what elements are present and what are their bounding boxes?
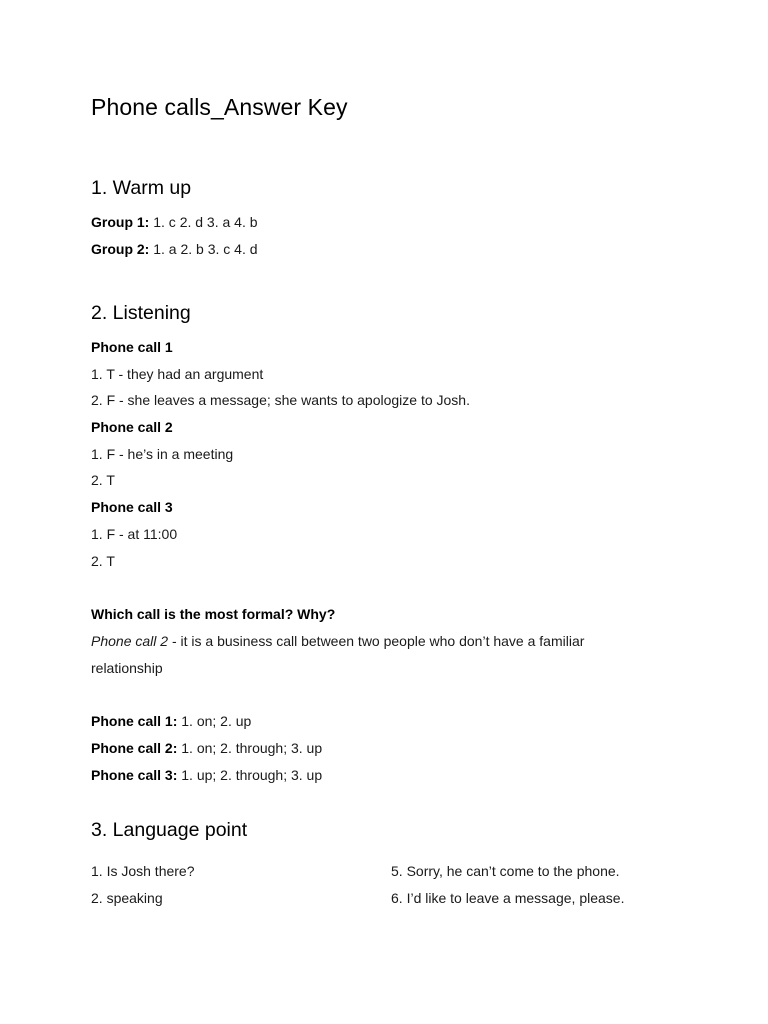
particles-call-3 bbox=[91, 766, 322, 784]
language-point-item-1: 1. Is Josh there? bbox=[91, 863, 195, 879]
group-answers: 1. c 2. d 3. a 4. b bbox=[149, 214, 258, 230]
particles-label: Phone call 1: bbox=[91, 713, 178, 729]
phone-call-1-label: Phone call 1 bbox=[91, 339, 173, 355]
warm-up-group-1 bbox=[91, 213, 258, 231]
warm-up-group-2 bbox=[91, 240, 258, 258]
group-label: Group 1: bbox=[91, 214, 150, 230]
formal-answer-call: Phone call 2 bbox=[91, 633, 169, 649]
particles-label: Phone call 2: bbox=[91, 740, 178, 756]
warm-up-heading: 1. Warm up bbox=[91, 177, 192, 199]
phone-call-1-answer-1: 1. T - they had an argument bbox=[91, 366, 264, 382]
formal-answer-text: - it is a business call between two people who don’t have a familiar bbox=[168, 633, 585, 649]
language-point-item-6: 6. I’d like to leave a message, please. bbox=[391, 890, 625, 906]
formal-question: Which call is the most formal? Why? bbox=[91, 606, 336, 622]
particles-label: Phone call 3: bbox=[91, 767, 178, 783]
group-answers: 1. a 2. b 3. c 4. d bbox=[149, 241, 258, 257]
formal-answer-line-2: relationship bbox=[91, 660, 163, 676]
particles-answers: 1. up; 2. through; 3. up bbox=[177, 767, 323, 783]
phone-call-3-answer-1: 1. F - at 11:00 bbox=[91, 526, 178, 542]
phone-call-3-label: Phone call 3 bbox=[91, 499, 173, 515]
document-title: Phone calls_Answer Key bbox=[91, 94, 348, 120]
phone-call-2-answer-1: 1. F - he’s in a meeting bbox=[91, 446, 234, 462]
formal-answer-line-1 bbox=[91, 632, 584, 650]
language-point-heading: 3. Language point bbox=[91, 819, 248, 841]
particles-answers: 1. on; 2. through; 3. up bbox=[177, 740, 323, 756]
particles-call-1 bbox=[91, 712, 251, 730]
phone-call-2-answer-2: 2. T bbox=[91, 472, 115, 488]
particles-call-2 bbox=[91, 739, 322, 757]
group-label: Group 2: bbox=[91, 241, 150, 257]
language-point-item-5: 5. Sorry, he can’t come to the phone. bbox=[391, 863, 620, 879]
phone-call-2-label: Phone call 2 bbox=[91, 419, 173, 435]
phone-call-3-answer-2: 2. T bbox=[91, 553, 115, 569]
phone-call-1-answer-2: 2. F - she leaves a message; she wants to apologize to Josh. bbox=[91, 392, 470, 408]
listening-heading: 2. Listening bbox=[91, 302, 191, 324]
language-point-item-2: 2. speaking bbox=[91, 890, 163, 906]
particles-answers: 1. on; 2. up bbox=[177, 713, 252, 729]
